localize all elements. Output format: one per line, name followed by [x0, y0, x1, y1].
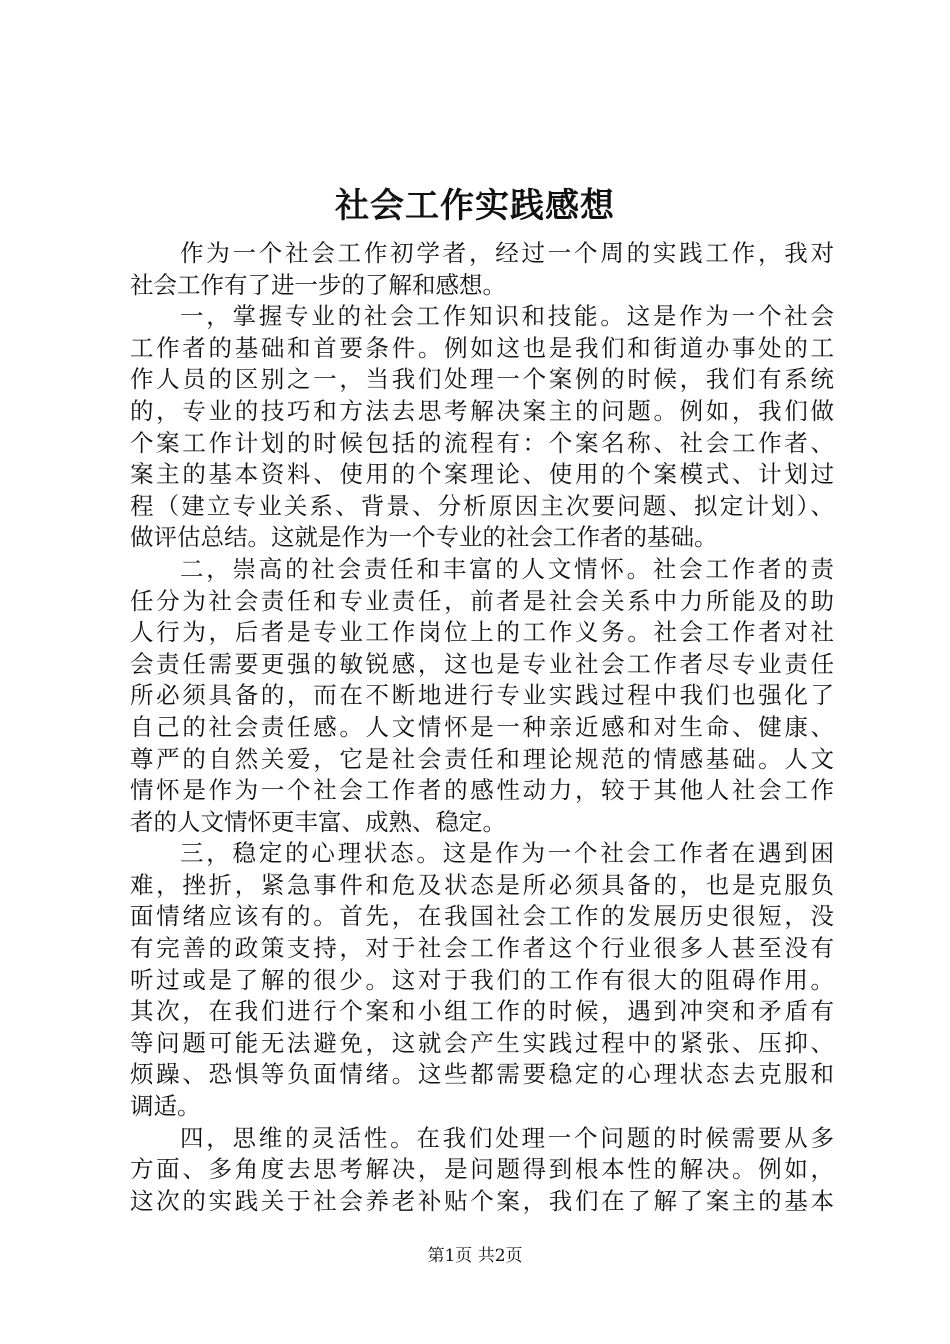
- text-line: 人行为，后者是专业工作岗位上的工作义务。社会工作者对社: [130, 618, 834, 647]
- text-line: 听过或是了解的很少。这对于我们的工作有很大的阻碍作用。: [130, 965, 834, 994]
- text-line: 程（建立专业关系、背景、分析原因主次要问题、拟定计划）、: [130, 491, 834, 520]
- text-line: 一，掌握专业的社会工作知识和技能。这是作为一个社会: [180, 302, 834, 331]
- text-line: 的，专业的技巧和方法去思考解决案主的问题。例如，我们做: [130, 396, 834, 425]
- text-line: 个案工作计划的时候包括的流程有：个案名称、社会工作者、: [130, 428, 834, 457]
- text-line: 二，崇高的社会责任和丰富的人文情怀。社会工作者的责: [180, 554, 834, 583]
- text-line: 尊严的自然关爱，它是社会责任和理论规范的情感基础。人文: [130, 744, 834, 773]
- text-line: 四，思维的灵活性。在我们处理一个问题的时候需要从多: [180, 1123, 834, 1152]
- text-line: 作为一个社会工作初学者，经过一个周的实践工作，我对: [180, 239, 834, 267]
- document-body: [130, 238, 834, 1217]
- text-line: 调适。: [130, 1092, 201, 1121]
- text-line: 烦躁、恐惧等负面情绪。这些都需要稳定的心理状态去克服和: [130, 1060, 834, 1089]
- text-line: 有完善的政策支持，对于社会工作者这个行业很多人甚至没有: [130, 934, 834, 963]
- text-line: 这次的实践关于社会养老补贴个案，我们在了解了案主的基本: [130, 1186, 834, 1215]
- page-title: 社会工作实践感想: [335, 186, 615, 226]
- text-line: 社会工作有了进一步的了解和感想。: [130, 270, 506, 299]
- text-line: 情怀是作为一个社会工作者的感性动力，较于其他人社会工作: [130, 776, 834, 805]
- text-line: 面情绪应该有的。首先，在我国社会工作的发展历史很短，没: [130, 902, 834, 931]
- text-line: 者的人文情怀更丰富、成熟、稳定。: [130, 807, 506, 836]
- text-line: 三，稳定的心理状态。这是作为一个社会工作者在遇到困: [180, 839, 834, 868]
- text-line: 所必须具备的，而在不断地进行专业实践过程中我们也强化了: [130, 681, 834, 710]
- text-line: 自己的社会责任感。人文情怀是一种亲近感和对生命、健康、: [130, 712, 834, 741]
- page-number-footer: 第1页 共2页: [427, 1246, 523, 1266]
- text-line: 任分为社会责任和专业责任，前者是社会关系中力所能及的助: [130, 586, 834, 615]
- text-line: 工作者的基础和首要条件。例如这也是我们和街道办事处的工: [130, 333, 834, 362]
- text-line: 难，挫折，紧急事件和危及状态是所必须具备的，也是克服负: [130, 870, 834, 899]
- text-line: 会责任需要更强的敏锐感，这也是专业社会工作者尽专业责任: [130, 649, 834, 678]
- text-line: 作人员的区别之一，当我们处理一个案例的时候，我们有系统: [130, 365, 834, 394]
- text-line: 做评估总结。这就是作为一个专业的社会工作者的基础。: [130, 523, 718, 552]
- text-line: 案主的基本资料、使用的个案理论、使用的个案模式、计划过: [130, 460, 834, 489]
- text-line: 其次，在我们进行个案和小组工作的时候，遇到冲突和矛盾有: [130, 997, 834, 1026]
- text-line: 等问题可能无法避免，这就会产生实践过程中的紧张、压抑、: [130, 1028, 834, 1057]
- text-line: 方面、多角度去思考解决，是问题得到根本性的解决。例如，: [130, 1155, 834, 1184]
